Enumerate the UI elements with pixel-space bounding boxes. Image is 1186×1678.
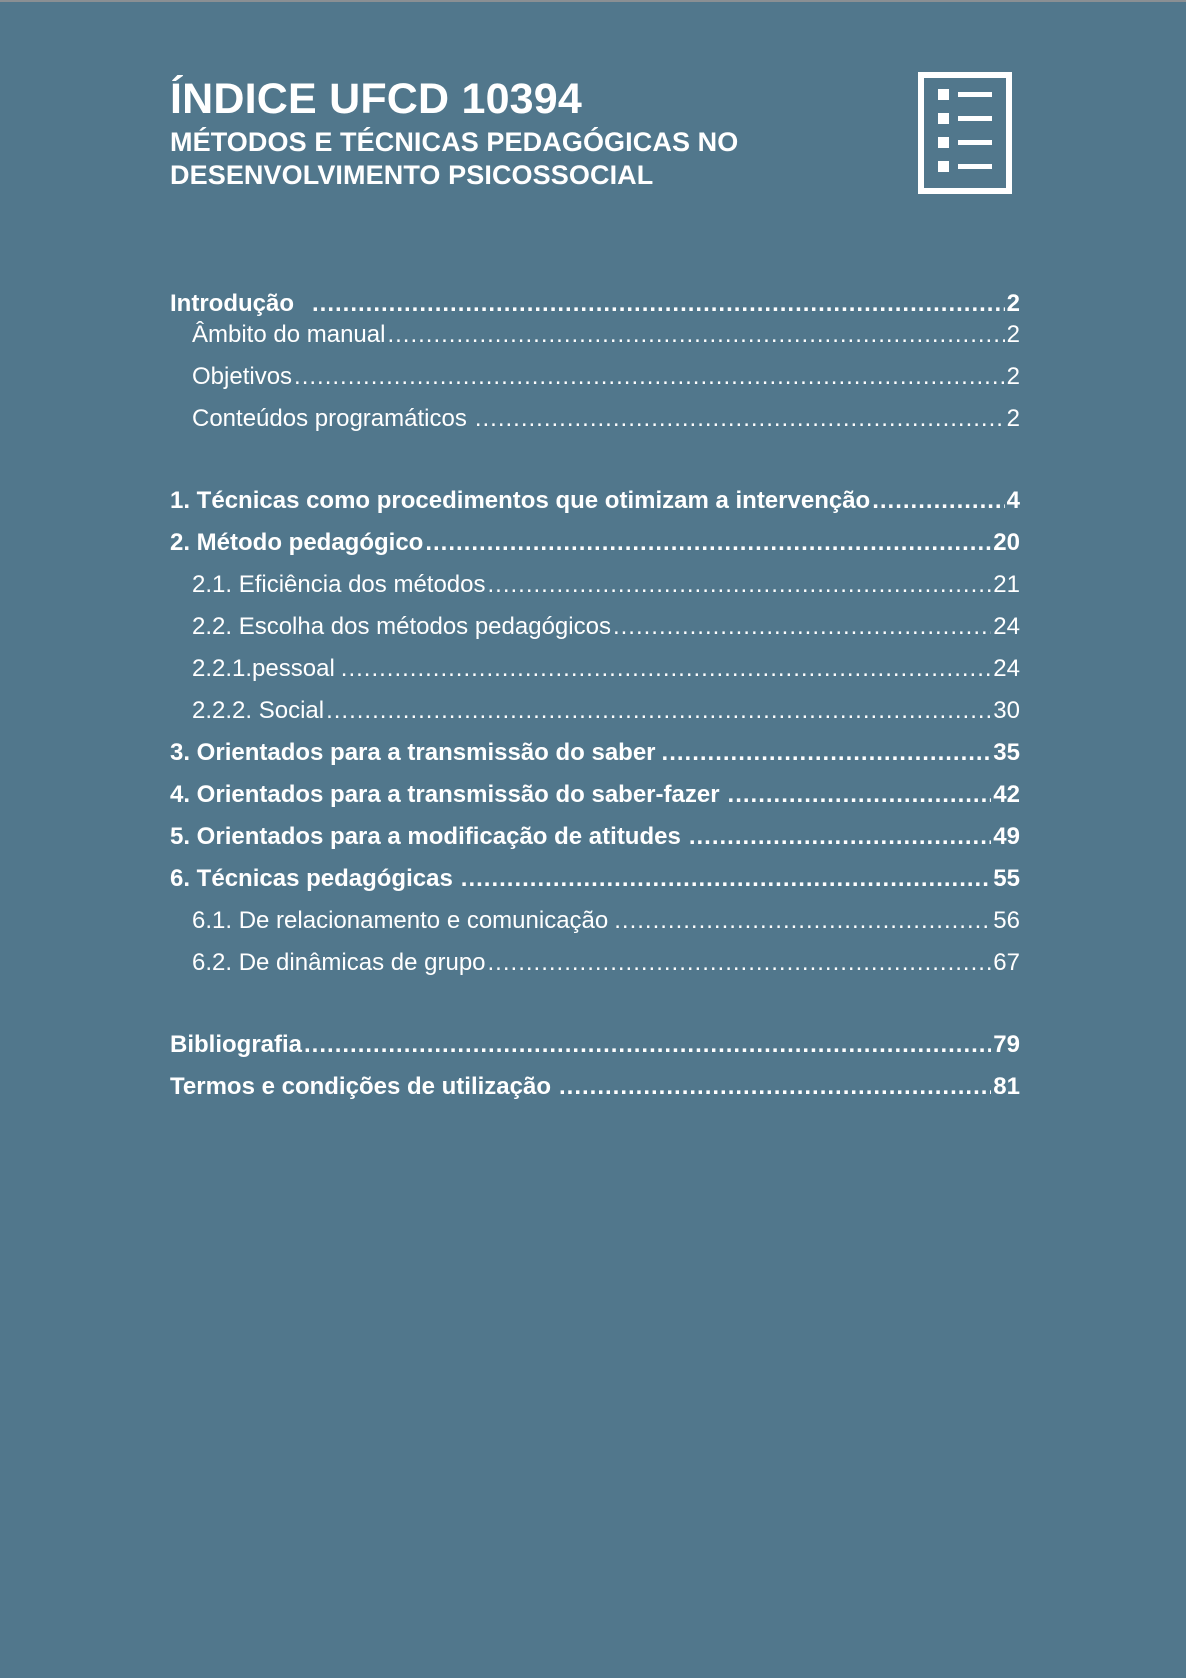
toc-entry-page: 35 — [993, 739, 1020, 766]
toc-entry-2-2-2[interactable] — [170, 696, 1020, 738]
dot-leader — [475, 404, 1005, 434]
dot-leader — [387, 320, 1004, 350]
toc-entry-label: 6.1. De relacionamento e comunicação — [192, 907, 609, 934]
dot-leader — [488, 570, 992, 600]
section-gap — [170, 446, 1020, 486]
toc-entry-label: Âmbito do manual — [192, 321, 386, 348]
toc-entry-label: 2. Método pedagógico — [170, 529, 424, 556]
toc-entry-page: 2 — [1006, 321, 1020, 348]
toc-entry-label: Objetivos — [192, 363, 293, 390]
toc-entry-label: 6. Técnicas pedagógicas — [170, 865, 453, 892]
dot-leader — [425, 528, 991, 558]
toc-entry-chapter-4[interactable] — [170, 780, 1020, 822]
dot-leader — [294, 362, 1005, 392]
toc-entry-page: 2 — [1006, 363, 1020, 390]
dot-leader — [613, 612, 991, 642]
toc-entry-page: 42 — [993, 781, 1020, 808]
toc-entry-introducao[interactable] — [170, 289, 1020, 320]
toc-entry-objetivos[interactable] — [170, 362, 1020, 404]
toc-entry-label: Termos e condições de utilização — [170, 1073, 551, 1100]
toc-entry-page: 21 — [993, 571, 1020, 598]
toc-entry-page: 30 — [993, 697, 1020, 724]
dot-leader — [326, 696, 991, 726]
dot-leader — [662, 738, 992, 768]
toc-entry-label: 2.2.2. Social — [192, 697, 325, 724]
subtitle-line-2: DESENVOLVIMENTO PSICOSSOCIAL — [170, 160, 654, 190]
toc-entry-label: Introdução — [170, 290, 294, 317]
dot-leader — [559, 1072, 991, 1102]
toc-entry-page: 67 — [993, 949, 1020, 976]
toc-entry-2-1[interactable] — [170, 570, 1020, 612]
toc-entry-label: 1. Técnicas como procedimentos que otimizam a intervenção — [170, 487, 871, 514]
toc-entry-bibliografia[interactable] — [170, 1030, 1020, 1072]
toc-entry-page: 81 — [993, 1073, 1020, 1100]
dot-leader — [689, 822, 991, 852]
toc-entry-6-2[interactable] — [170, 948, 1020, 990]
toc-entry-label: 5. Orientados para a modificação de atitudes — [170, 823, 681, 850]
toc-entry-chapter-1[interactable] — [170, 486, 1020, 528]
table-of-contents — [170, 289, 1020, 1114]
toc-entry-label: Conteúdos programáticos — [192, 405, 467, 432]
toc-entry-2-2-1[interactable] — [170, 654, 1020, 696]
section-gap — [170, 990, 1020, 1030]
toc-entry-2-2[interactable] — [170, 612, 1020, 654]
dot-leader — [614, 906, 991, 936]
subtitle-line-1: MÉTODOS E TÉCNICAS PEDAGÓGICAS NO — [170, 127, 739, 157]
toc-entry-chapter-5[interactable] — [170, 822, 1020, 864]
toc-entry-page: 4 — [1006, 487, 1020, 514]
dot-leader — [304, 1030, 991, 1060]
toc-entry-page: 79 — [993, 1031, 1020, 1058]
toc-entry-page: 24 — [993, 613, 1020, 640]
toc-entry-page: 56 — [993, 907, 1020, 934]
toc-entry-chapter-6[interactable] — [170, 864, 1020, 906]
toc-entry-page: 49 — [993, 823, 1020, 850]
toc-entry-page: 24 — [993, 655, 1020, 682]
toc-entry-chapter-3[interactable] — [170, 738, 1020, 780]
toc-entry-page: 55 — [993, 865, 1020, 892]
toc-entry-page: 20 — [993, 529, 1020, 556]
page-title: ÍNDICE UFCD 10394 — [170, 75, 583, 123]
toc-entry-label: 2.2.1.pessoal — [192, 655, 335, 682]
dot-leader — [312, 289, 1005, 319]
header — [170, 74, 870, 192]
toc-entry-ambito[interactable] — [170, 320, 1020, 362]
toc-entry-page: 2 — [1006, 290, 1020, 317]
toc-entry-conteudos[interactable] — [170, 404, 1020, 446]
toc-entry-label: 2.2. Escolha dos métodos pedagógicos — [192, 613, 611, 640]
dot-leader — [341, 654, 992, 684]
dot-leader — [488, 948, 992, 978]
toc-entry-chapter-2[interactable] — [170, 528, 1020, 570]
toc-entry-page: 2 — [1006, 405, 1020, 432]
dot-leader — [872, 486, 1004, 516]
toc-entry-label: 4. Orientados para a transmissão do saber-fazer — [170, 781, 720, 808]
toc-entry-label: 2.1. Eficiência dos métodos — [192, 571, 486, 598]
list-icon — [918, 72, 1012, 194]
toc-entry-label: Bibliografia — [170, 1031, 303, 1058]
page-subtitle — [170, 126, 870, 192]
toc-entry-label: 3. Orientados para a transmissão do saber — [170, 739, 656, 766]
dot-leader — [728, 780, 992, 810]
toc-entry-termos[interactable] — [170, 1072, 1020, 1114]
dot-leader — [461, 864, 992, 894]
toc-entry-label: 6.2. De dinâmicas de grupo — [192, 949, 486, 976]
toc-entry-6-1[interactable] — [170, 906, 1020, 948]
